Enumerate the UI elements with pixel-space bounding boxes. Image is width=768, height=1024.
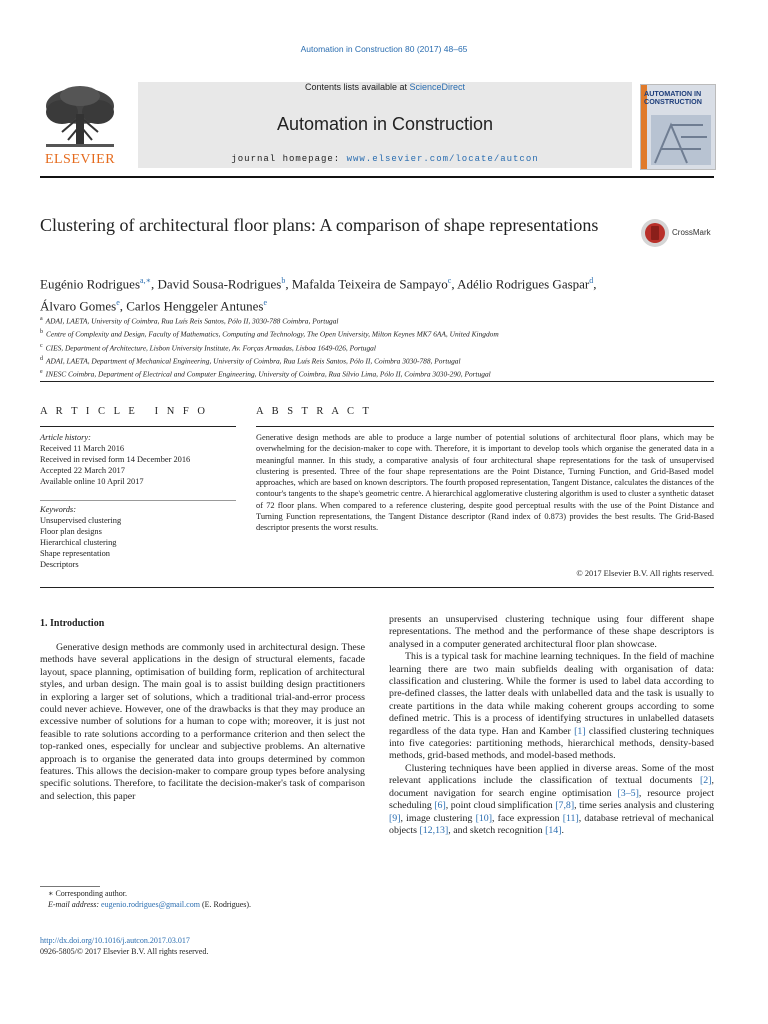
doi-link[interactable]: http://dx.doi.org/10.1016/j.autcon.2017.03.017	[40, 936, 190, 945]
right-column	[389, 614, 714, 837]
paragraph-text: Clustering techniques have been applied in diverse areas. Some of the most relevant applications include the classification of textual documents	[389, 762, 714, 787]
homepage-link[interactable]: www.elsevier.com/locate/autcon	[346, 154, 539, 164]
paragraph: presents an unsupervised clustering technique using four different shape representations. The method and the performance of these shape descriptors is analysed in a computer generated architectural floor plan showcase.	[389, 614, 714, 650]
history-item: Available online 10 April 2017	[40, 477, 144, 486]
affiliation-rule	[40, 381, 714, 382]
citation-link[interactable]: [14]	[545, 824, 562, 836]
history-label: Article history:	[40, 433, 91, 442]
email-suffix: (E. Rodrigues).	[199, 899, 252, 909]
abstract-text: Generative design methods are able to produce a large number of potential solutions of architectural floor plans, which may be overwhelming for the decision-maker to cope with. Therefore, it is important to develop tools which organise the generated data in a meaningful manner. In this study, a comparative analysis of four architectural shape representations for the task of unsupervised clustering is presented. Three of the four shape representations are the Point Distance, Turning Function, and Grid-Based model approaches, which are based on known descriptors. The fourth proposed representation, Tangent Distance, calculates the distances of the contour's tangents to the shape's geometric centre. A hierarchical agglomerative clustering algorithm is used to cluster a synthetic dataset of 72 floor plans. When compared to a reference clustering, despite good perceptual results with the use of the Point Distance and Turning Function representations, the Tangent Distance descriptor (Rand index of 0.873) provides the best results. The Grid-Based descriptor presents the worst results.	[256, 433, 714, 533]
author-separator: ,	[593, 276, 597, 292]
keywords	[40, 504, 240, 570]
author-separator: ,	[151, 276, 158, 292]
affiliation-key: a	[40, 316, 43, 322]
citation-link[interactable]: [11]	[562, 812, 579, 824]
paper-title: Clustering of architectural floor plans: A comparison of shape representations	[40, 215, 599, 235]
author-affiliation-marker[interactable]: b	[281, 276, 286, 285]
paragraph-text: , document navigation for search engine optimisation	[389, 775, 714, 799]
affiliation-text: CIES, Department of Architecture, Lisbon University Institute, Av. Forças Armadas, Lisboa 1649-026, Portugal	[45, 343, 376, 352]
paragraph-text: classified clustering techniques into five categories: partitioning methods, hierarchical methods, density-based methods, grid-based methods, and model-based methods.	[389, 725, 714, 762]
citation-link[interactable]: [10]	[475, 812, 493, 824]
author-name: Mafalda Teixeira de Sampayo	[291, 276, 448, 292]
paragraph	[389, 651, 714, 763]
crossmark-label[interactable]: CrossMark	[672, 228, 711, 237]
paragraph-text: .	[561, 824, 564, 836]
author-affiliation-marker[interactable]: d	[589, 276, 594, 285]
article-info-heading: A R T I C L E I N F O	[40, 406, 208, 417]
paragraph: Generative design methods are commonly used in architectural design. These methods have several applications in the design of structural elements, facade layout, space planning, optimisation of building form, replication of architectural styles, and urban design. The main goal is to assist building design practitioners in exploring a larger set of solutions, which a traditional trial-and-error process could never achieve. However, one of the drawbacks is that they may produce an excessive number of solutions for a human to cope with; moreover, it is just not feasible to rate solutions according to a performance criterion and then select the top-ranked ones, especially for unclear and subjective problems. An alternative approach is to organise the generated data into groups determined by common features. This allows the decision-maker to compare group types before analysing specific solutions. Therefore, to facilitate the decision-maker's task of comparison and selection, this paper	[40, 642, 365, 802]
citation-link[interactable]: [3–5]	[617, 787, 639, 799]
abstract-bottom-rule	[40, 587, 714, 588]
article-history	[40, 432, 240, 487]
contents-prefix: Contents lists available at	[304, 82, 410, 92]
affiliation-text: INESC Coimbra, Department of Electrical and Computer Engineering, University of Coimbra, Rua Sílvio Lima, Pólo II, Coimbra 3030-290, Portugal	[45, 369, 491, 379]
paragraph-text: , face expression	[492, 812, 563, 824]
paragraph-text: , time series analysis and clustering	[574, 800, 715, 812]
author-affiliation-marker[interactable]: e	[263, 298, 268, 308]
affiliation-item	[40, 327, 720, 340]
abstract-copyright: © 2017 Elsevier B.V. All rights reserved.	[576, 569, 714, 578]
affiliation-item	[40, 367, 720, 380]
introduction-heading: 1. Introduction	[40, 618, 105, 629]
paragraph-text: , point cloud simplification	[445, 800, 556, 812]
corresponding-label: ∗ Corresponding author.	[48, 889, 127, 898]
author-separator: ,	[451, 276, 458, 292]
history-item: Received 11 March 2016	[40, 444, 125, 453]
affiliation-key: e	[40, 369, 43, 376]
journal-reference[interactable]: Automation in Construction 80 (2017) 48–65	[300, 44, 468, 54]
affiliation-key: b	[40, 329, 43, 336]
journal-title: Automation in Construction	[276, 114, 494, 134]
paragraph-text: , database retrieval of mechanical objects	[389, 812, 715, 836]
email-line	[48, 900, 378, 911]
author-name: Adélio Rodrigues Gaspar	[457, 276, 590, 292]
author-name: Carlos Henggeler Antunes	[126, 298, 264, 314]
paragraph-text: , and sketch recognition	[448, 824, 546, 836]
affiliation-text: Centre of Complexity and Design, Faculty of Mathematics, Computing and Technology, The Open University, Milton Keynes MK7 6AA, United Kingdom	[46, 329, 499, 339]
email-link[interactable]: eugenio.rodrigues@gmail.com	[101, 899, 200, 909]
author-separator: ,	[119, 298, 127, 314]
email-label: E-mail address:	[48, 899, 102, 909]
history-item: Received in revised form 14 December 2016	[40, 455, 191, 464]
elsevier-wordmark: ELSEVIER	[44, 152, 116, 167]
citation-link[interactable]: [12,13]	[419, 824, 449, 836]
affiliation-key: d	[40, 355, 43, 362]
keyword-item: Unsupervised clustering	[40, 516, 122, 525]
corresponding-author-note	[48, 889, 378, 910]
journal-homepage	[138, 154, 632, 164]
left-column	[40, 642, 365, 803]
affiliation-item	[40, 314, 720, 327]
crossmark-icon[interactable]	[640, 218, 670, 248]
history-item: Accepted 22 March 2017	[40, 466, 125, 475]
paragraph-text: , image clustering	[400, 812, 476, 824]
keyword-item: Descriptors	[40, 560, 79, 569]
affiliation-item	[40, 341, 720, 354]
affiliation-item	[40, 354, 720, 367]
keywords-label: Keywords:	[40, 505, 76, 514]
keyword-item: Floor plan designs	[40, 527, 102, 536]
paragraph-text: This is a typical task for machine learning techniques. In the field of machine learning there are two main subfields dealing with organisation of data: classification and clustering. While the former is used to label data according to pre-defined classes, the latter deals with unlabelled data and the task is usually to create partitions in the data while making coherent groups according to some defined metric. This is a process of identifying structures in unlabelled datasets regardless of the data type. Han and Kamber	[389, 651, 714, 737]
issn-line: 0926-5805/© 2017 Elsevier B.V. All rights reserved.	[40, 946, 209, 956]
doi-block	[40, 936, 440, 957]
author-name: Eugénio Rodrigues	[40, 276, 141, 292]
paragraph-text: , resource project scheduling	[389, 787, 714, 812]
keyword-item: Hierarchical clustering	[40, 538, 117, 547]
keyword-item: Shape representation	[40, 549, 110, 558]
citation-link[interactable]: [2]	[700, 775, 712, 787]
paragraph	[389, 763, 714, 837]
contents-line	[138, 82, 632, 92]
sciencedirect-link[interactable]: ScienceDirect	[409, 82, 466, 92]
author-list	[40, 271, 720, 316]
affiliation-list	[40, 314, 720, 380]
homepage-prefix: journal homepage:	[231, 154, 347, 164]
abstract-heading: A B S T R A C T	[256, 406, 372, 417]
affiliation-key: c	[40, 342, 43, 349]
author-name: Álvaro Gomes	[40, 298, 117, 314]
affiliation-text: ADAI, LAETA, Department of Mechanical Engineering, University of Coimbra, Rua Luís Reis Santos, Pólo II, Coimbra 3030-788, Portugal	[46, 356, 461, 366]
citation-link[interactable]: [6]	[434, 800, 446, 812]
author-affiliation-marker[interactable]: c	[447, 276, 452, 285]
author-affiliation-marker[interactable]: a,∗	[140, 276, 152, 285]
keywords-rule	[40, 500, 236, 501]
author-name: David Sousa-Rodrigues	[157, 276, 282, 292]
citation-link[interactable]: [1]	[574, 725, 586, 737]
abstract-rule	[256, 426, 714, 427]
cover-title: AUTOMATION IN CONSTRUCTION	[644, 89, 702, 106]
header-rule	[40, 176, 714, 178]
citation-link[interactable]: [7,8]	[555, 800, 575, 812]
article-info-rule	[40, 426, 236, 427]
citation-link[interactable]: [9]	[389, 812, 401, 824]
author-separator: ,	[285, 276, 292, 292]
affiliation-text: ADAI, LAETA, University of Coimbra, Rua Luís Reis Santos, Pólo II, 3030-788 Coimbra, Portugal	[45, 316, 339, 326]
author-affiliation-marker[interactable]: e	[116, 298, 120, 308]
footnote-rule	[40, 886, 100, 887]
